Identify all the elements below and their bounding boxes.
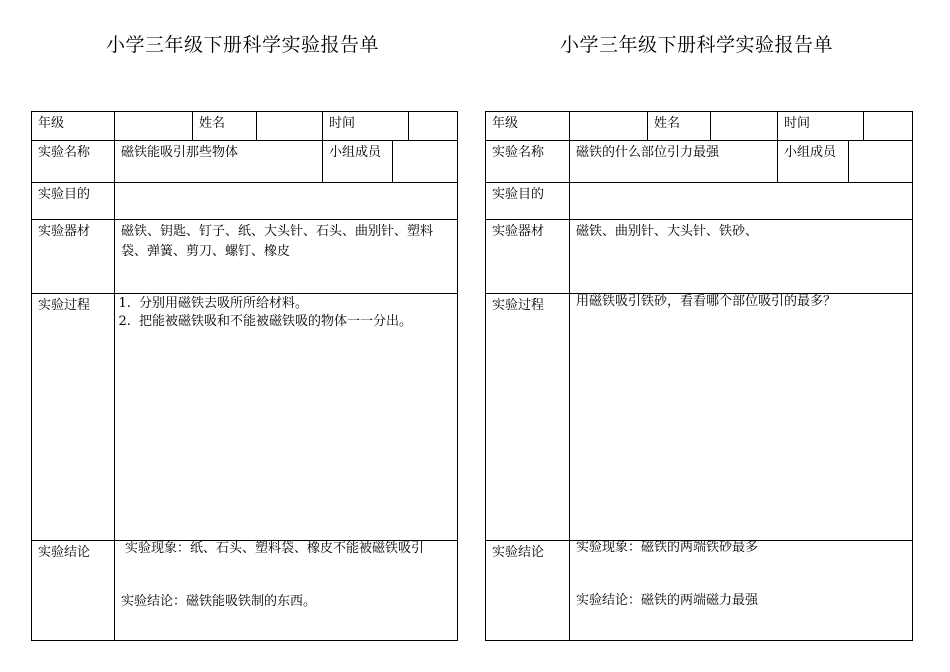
left-process-value-cell <box>115 294 457 540</box>
left-time-label-cell <box>323 112 409 140</box>
left-process-step: 1. 分别用磁铁去吸所所给材料。 <box>135 295 412 313</box>
right-experiment-name-value: 磁铁的什么部位引力最强 <box>576 145 720 160</box>
left-name-value-cell[interactable] <box>257 112 323 140</box>
left-conclusion-text: 实验结论：磁铁能吸铁制的东西。 <box>121 594 317 609</box>
right-conclusion-label-cell <box>486 541 570 640</box>
right-experiment-name-value-cell <box>570 141 778 182</box>
right-grade-value-cell[interactable] <box>570 112 648 140</box>
right-report-title: 小学三年级下册科学实验报告单 <box>560 34 834 56</box>
right-conclusion-text: 实验结论：磁铁的两端磁力最强 <box>576 593 759 608</box>
right-purpose-label: 实验目的 <box>492 187 545 202</box>
left-conclusion-label: 实验结论 <box>38 545 91 560</box>
right-time-label: 时间 <box>784 116 811 131</box>
left-grade-value-cell[interactable] <box>115 112 193 140</box>
left-name-label: 姓名 <box>199 116 226 131</box>
right-group-members-value-cell[interactable] <box>849 141 912 182</box>
right-equipment-value: 磁铁、曲别针、大头针、铁砂、 <box>576 224 759 239</box>
left-equipment-label-cell <box>32 220 115 293</box>
right-row-process <box>486 294 912 541</box>
left-row-header <box>32 112 457 141</box>
left-group-members-label: 小组成员 <box>329 145 382 160</box>
left-grade-label: 年级 <box>38 116 65 131</box>
right-row-conclusion <box>486 541 912 640</box>
left-name-label-cell <box>193 112 257 140</box>
right-name-label: 姓名 <box>654 116 681 131</box>
right-process-label: 实验过程 <box>492 298 545 313</box>
left-purpose-label-cell <box>32 183 115 219</box>
left-phenomenon-text: 实验现象：纸、石头、塑料袋、橡皮不能被磁铁吸引 <box>125 541 425 556</box>
right-experiment-name-label: 实验名称 <box>492 145 545 160</box>
left-row-equipment <box>32 220 457 294</box>
right-purpose-value-cell[interactable] <box>570 183 912 219</box>
right-process-label-cell <box>486 294 570 540</box>
left-grade-label-cell <box>32 112 115 140</box>
right-row-experiment-name <box>486 141 912 183</box>
left-report-form <box>31 111 458 641</box>
right-conclusion-label: 实验结论 <box>492 545 545 560</box>
left-conclusion-value-cell <box>115 541 457 640</box>
right-grade-label: 年级 <box>492 116 519 131</box>
left-experiment-name-value: 磁铁能吸引那些物体 <box>121 145 239 160</box>
right-group-members-label-cell <box>778 141 849 182</box>
right-time-value-cell[interactable] <box>864 112 912 140</box>
right-row-header <box>486 112 912 141</box>
right-process-value: 用磁铁吸引铁砂，看看哪个部位吸引的最多？ <box>576 294 837 309</box>
right-time-label-cell <box>778 112 864 140</box>
left-equipment-value: 磁铁、钥匙、钉子、纸、大头针、石头、曲别针、塑料袋、弹簧、剪刀、螺钉、橡皮 <box>121 224 434 259</box>
left-conclusion-label-cell <box>32 541 115 640</box>
right-equipment-label: 实验器材 <box>492 224 545 239</box>
left-time-value-cell[interactable] <box>409 112 457 140</box>
left-row-conclusion <box>32 541 457 640</box>
left-purpose-label: 实验目的 <box>38 187 91 202</box>
left-purpose-value-cell[interactable] <box>115 183 457 219</box>
right-group-members-label: 小组成员 <box>784 145 837 160</box>
right-grade-label-cell <box>486 112 570 140</box>
left-row-purpose <box>32 183 457 220</box>
left-equipment-value-cell <box>115 220 457 293</box>
right-row-purpose <box>486 183 912 220</box>
left-process-step: 2. 把能被磁铁吸和不能被磁铁吸的物体一一分出。 <box>135 313 412 331</box>
right-report-form <box>485 111 913 641</box>
right-equipment-value-cell <box>570 220 912 293</box>
left-experiment-name-label: 实验名称 <box>38 145 91 160</box>
left-experiment-name-label-cell <box>32 141 115 182</box>
left-equipment-label: 实验器材 <box>38 224 91 239</box>
right-name-value-cell[interactable] <box>711 112 778 140</box>
left-group-members-label-cell <box>323 141 393 182</box>
right-experiment-name-label-cell <box>486 141 570 182</box>
left-report-title: 小学三年级下册科学实验报告单 <box>106 34 380 56</box>
right-row-equipment <box>486 220 912 294</box>
left-row-process <box>32 294 457 541</box>
right-purpose-label-cell <box>486 183 570 219</box>
left-experiment-name-value-cell <box>115 141 323 182</box>
left-group-members-value-cell[interactable] <box>393 141 457 182</box>
left-row-experiment-name <box>32 141 457 183</box>
right-process-value-cell <box>570 294 912 540</box>
right-phenomenon-text: 实验现象：磁铁的两端铁砂最多 <box>576 540 759 555</box>
right-name-label-cell <box>648 112 711 140</box>
left-process-steps <box>115 295 412 331</box>
left-process-label: 实验过程 <box>38 298 91 313</box>
right-equipment-label-cell <box>486 220 570 293</box>
left-process-label-cell <box>32 294 115 540</box>
right-conclusion-value-cell <box>570 541 912 640</box>
left-time-label: 时间 <box>329 116 356 131</box>
